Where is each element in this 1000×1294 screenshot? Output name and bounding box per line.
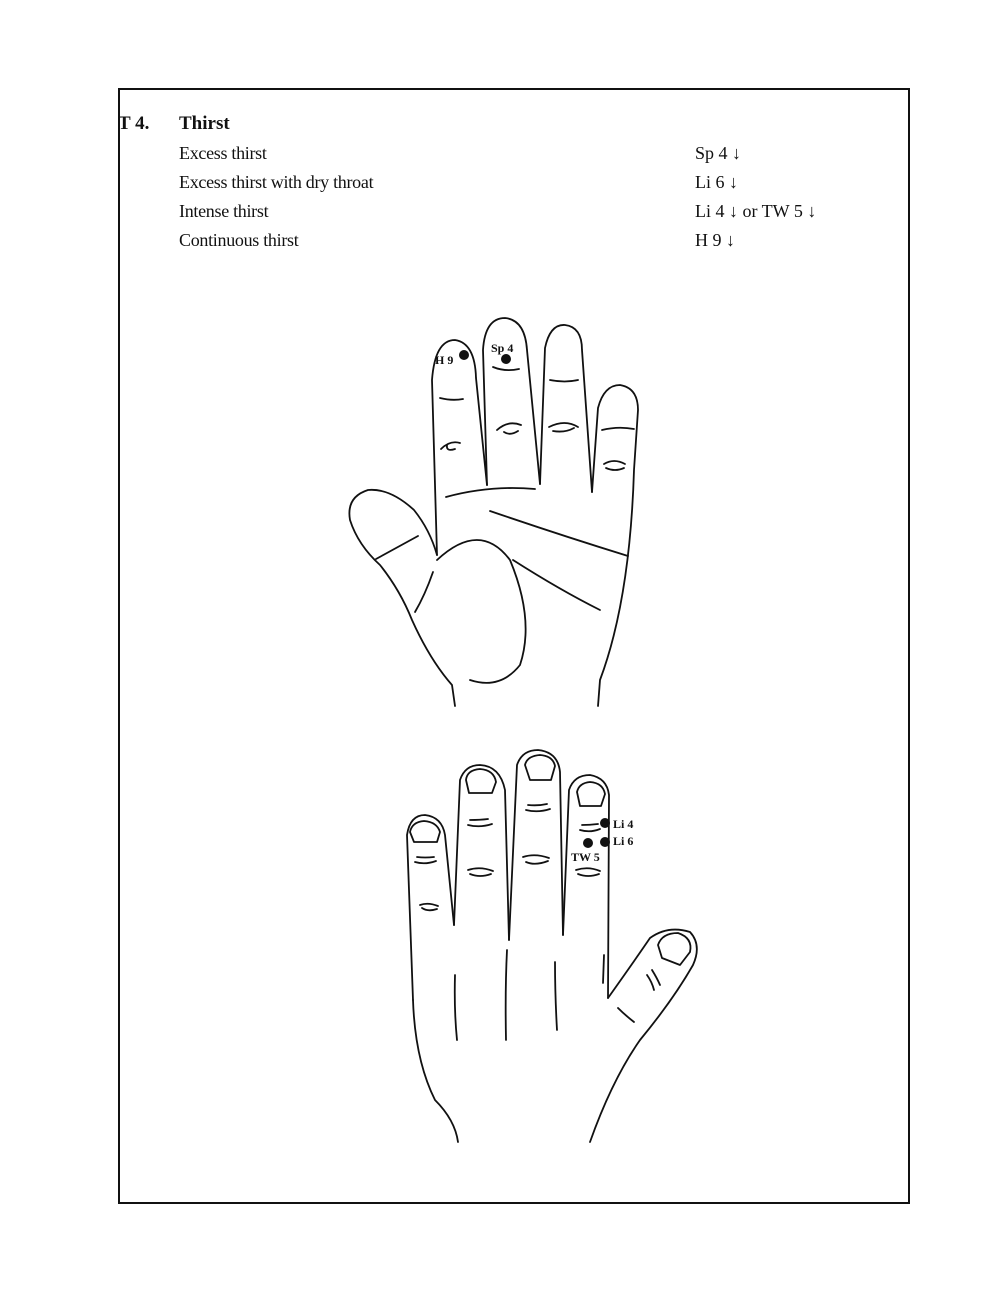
back-hand-outline <box>407 750 697 1142</box>
points-intense-thirst: Li 4 ↓ or TW 5 ↓ <box>695 201 817 221</box>
li4-label: Li 4 <box>613 817 634 831</box>
condition-dry-throat: Excess thirst with dry throat <box>179 172 374 192</box>
li6-label: Li 6 <box>613 834 634 848</box>
sp4-label: Sp 4 <box>491 341 514 355</box>
tw5-label: TW 5 <box>571 850 600 864</box>
points-excess-thirst: Sp 4 ↓ <box>695 143 742 163</box>
condition-excess-thirst: Excess thirst <box>179 143 267 163</box>
palm-outline <box>349 318 638 706</box>
section-title: Thirst <box>179 113 230 134</box>
h9-point-marker <box>459 350 469 360</box>
sp4-point-marker <box>501 354 511 364</box>
condition-continuous-thirst: Continuous thirst <box>179 230 299 250</box>
h9-label: H 9 <box>435 353 454 367</box>
points-continuous-thirst: H 9 ↓ <box>695 230 735 250</box>
back-acupoints <box>571 817 633 864</box>
condition-intense-thirst: Intense thirst <box>179 201 269 221</box>
li6-point-marker <box>600 837 610 847</box>
section-number: T 4. <box>118 113 150 134</box>
tw5-point-marker <box>583 838 593 848</box>
points-dry-throat: Li 6 ↓ <box>695 172 738 192</box>
li4-point-marker <box>600 818 610 828</box>
